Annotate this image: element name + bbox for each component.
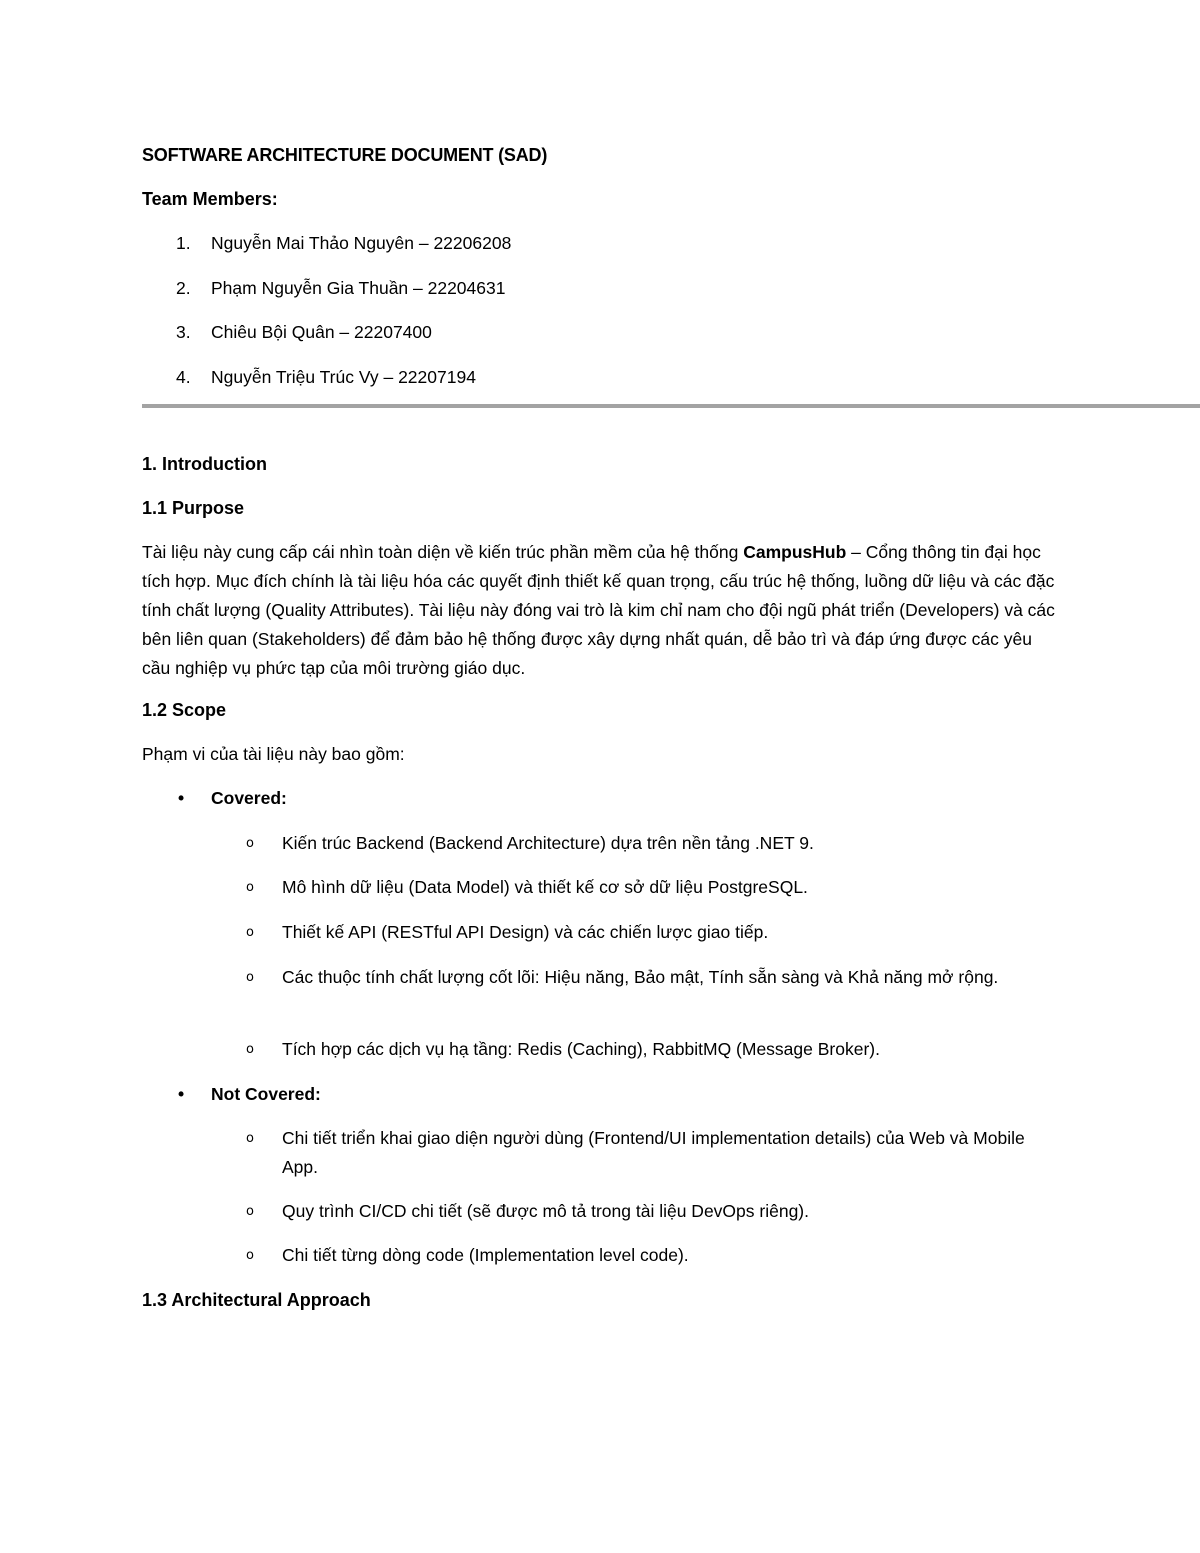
covered-item-block — [142, 963, 1062, 992]
team-members-list — [142, 228, 1062, 392]
circle-bullet-icon: o — [246, 1131, 254, 1146]
list-item — [142, 1241, 1062, 1270]
not-covered-label: Not Covered: — [211, 1084, 321, 1104]
not-covered-item-block — [142, 1124, 1062, 1182]
scope-intro-block — [142, 740, 1062, 769]
member-name: Chiêu Bội Quân – 22207400 — [211, 322, 432, 342]
bullet-icon: • — [178, 788, 185, 808]
member-name: Phạm Nguyễn Gia Thuần – 22204631 — [211, 277, 506, 298]
approach-heading-block — [142, 1285, 1062, 1315]
covered-item-text: Kiến trúc Backend (Backend Architecture) dựa trên nền tảng .NET 9. — [282, 833, 814, 853]
purpose-paragraph — [142, 538, 1062, 683]
introduction-heading-block — [142, 449, 1062, 479]
purpose-heading-block — [142, 493, 1062, 523]
covered-item-text: Các thuộc tính chất lượng cốt lõi: Hiệu năng, Bảo mật, Tính sẵn sàng và Khả năng mở rộng. — [282, 967, 999, 987]
covered-item-block — [142, 829, 1062, 858]
document-title: SOFTWARE ARCHITECTURE DOCUMENT (SAD) — [142, 145, 548, 165]
covered-label: Covered: — [211, 788, 287, 808]
list-item — [142, 829, 1062, 858]
member-name: Nguyễn Mai Thảo Nguyên – 22206208 — [211, 233, 512, 253]
circle-bullet-icon: o — [246, 970, 254, 985]
circle-bullet-icon: o — [246, 836, 254, 851]
not-covered-bullet — [142, 1079, 1062, 1109]
covered-item-block — [142, 1035, 1062, 1064]
not-covered-item-block — [142, 1197, 1062, 1226]
list-item — [142, 1035, 1062, 1064]
circle-bullet-icon: o — [246, 880, 254, 895]
purpose-text: Tài liệu này cung cấp cái nhìn toàn diện về kiến trúc phần mềm của hệ thống — [142, 542, 744, 562]
covered-item-block — [142, 918, 1062, 947]
covered-bullet — [142, 783, 1062, 813]
covered-item-text: Thiết kế API (RESTful API Design) và các chiến lược giao tiếp. — [282, 922, 769, 942]
list-item — [142, 1197, 1062, 1226]
list-item — [142, 273, 1062, 303]
covered-item-block — [142, 873, 1062, 902]
section-heading-scope: 1.2 Scope — [142, 700, 227, 720]
purpose-text-continued: – Cổng thông tin đại học tích hợp. Mục đích chính là tài liệu hóa các quyết định thiết kế quan trọng, cấu trúc hệ thống, luồng dữ liệu và các đặc tính chất lượng (Quality Attributes). Tài liệu này đóng vai trò là kim chỉ nam cho đội ngũ phát triển (Developers) và các bên liên quan (Stakeholders) để đảm bảo hệ thống được xây dựng nhất quán, dễ bảo trì và đáp ứng được các yêu cầu nghiệp vụ phức tạp của môi trường giáo dục. — [142, 542, 1055, 678]
covered-item-text: Tích hợp các dịch vụ hạ tầng: Redis (Caching), RabbitMQ (Message Broker). — [282, 1039, 880, 1059]
purpose-paragraph-block — [142, 538, 1062, 683]
covered-item-text: Mô hình dữ liệu (Data Model) và thiết kế cơ sở dữ liệu PostgreSQL. — [282, 877, 808, 897]
list-number: 1. — [176, 233, 191, 253]
list-number: 4. — [176, 366, 191, 387]
not-covered-item-text: Quy trình CI/CD chi tiết (sẽ được mô tả trong tài liệu DevOps riêng). — [282, 1201, 809, 1221]
document-header — [142, 140, 1062, 406]
scope-heading-block — [142, 695, 1062, 725]
section-heading-introduction: 1. Introduction — [142, 454, 267, 474]
list-item — [142, 783, 1062, 813]
team-members-label: Team Members: — [142, 189, 278, 209]
circle-bullet-icon: o — [246, 1248, 254, 1263]
list-item — [142, 1124, 1062, 1182]
campushub-name: CampusHub — [743, 542, 847, 562]
list-number: 2. — [176, 277, 191, 298]
bullet-icon: • — [178, 1084, 185, 1104]
list-item — [142, 228, 1062, 258]
list-number: 3. — [176, 322, 191, 342]
circle-bullet-icon: o — [246, 925, 254, 940]
horizontal-divider — [142, 404, 1200, 408]
circle-bullet-icon: o — [246, 1042, 254, 1057]
list-item — [142, 918, 1062, 947]
scope-intro: Phạm vi của tài liệu này bao gồm: — [142, 744, 405, 764]
not-covered-item-block — [142, 1241, 1062, 1270]
list-item — [142, 963, 1062, 992]
circle-bullet-icon: o — [246, 1204, 254, 1219]
list-item — [142, 362, 1062, 392]
not-covered-item-text: Chi tiết từng dòng code (Implementation level code). — [282, 1245, 689, 1265]
not-covered-item-text: Chi tiết triển khai giao diện người dùng (Frontend/UI implementation details) của Web và Mobile App. — [282, 1128, 1025, 1177]
section-heading-architectural-approach: 1.3 Architectural Approach — [142, 1290, 371, 1310]
section-heading-purpose: 1.1 Purpose — [142, 498, 245, 518]
list-item — [142, 1079, 1062, 1109]
member-name: Nguyễn Triệu Trúc Vy – 22207194 — [211, 366, 476, 387]
list-item — [142, 317, 1062, 347]
list-item — [142, 873, 1062, 902]
